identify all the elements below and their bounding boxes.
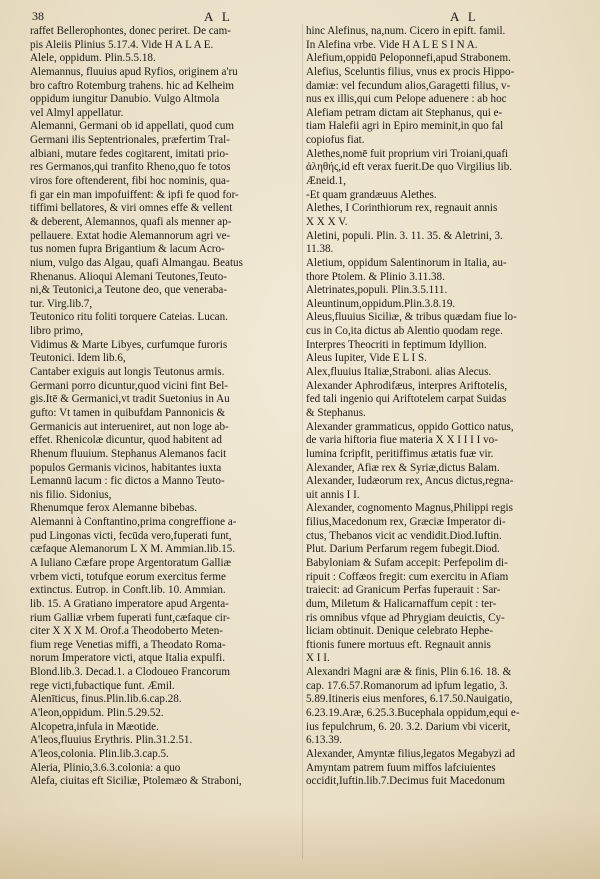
right-running-head: A L (450, 9, 479, 24)
text-line: 6.23.19.Aræ, 6.25.3.Bucephala oppidum,equi e- (306, 707, 520, 720)
text-line: Aleus Iupiter, Vide E L I S. (306, 352, 427, 365)
text-line: Vidimus & Marte Libyes, curfumque furoris (30, 338, 228, 351)
text-line: Blond.lib.3. Decad.1. a Clodoueo Francorum (30, 666, 230, 679)
text-line: A'leos,fluuius Erythris. Plin.31.2.51. (30, 734, 193, 747)
text-line: filius,Macedonum rex, Græciæ Imperator di- (306, 516, 506, 529)
text-line: Aletium, oppidum Salentinorum in Italia, au- (306, 256, 507, 269)
text-line: A'leon,oppidum. Plin.5.29.52. (30, 707, 164, 720)
left-running-head: A L (204, 9, 233, 24)
page-number: 38 (32, 9, 44, 23)
right-column (306, 25, 586, 789)
text-line: bro caftro Rotemburg trahens. hic ad Kelheim (30, 79, 235, 92)
text-line: uit annis I I. (306, 488, 360, 501)
text-line: Aleria, Plinio,3.6.3.colonia: a quo (30, 761, 181, 774)
text-line: gufto: Vt tamen in quibufdam Pannonicis & (30, 406, 226, 419)
text-line: oppidum iungitur Danubio. Vulgo Altmola (30, 93, 220, 106)
text-line: Aleuntinum,oppidum.Plin.3.8.19. (306, 297, 456, 310)
text-line: tur. Virg.lib.7, (30, 297, 93, 310)
text-line: Alefium,oppidū Peloponnefi,apud Strabonem. (306, 52, 511, 65)
text-line: libro primo, (30, 325, 83, 338)
text-line: Alenīticus, finus.Plin.lib.6.cap.28. (30, 693, 182, 706)
text-line: Alexander Aphrodifæus, interpres Ariftotelis, (306, 379, 508, 392)
text-line: Plut. Darium Perfarum regem fubegit.Diod. (306, 543, 500, 556)
text-line: occidit,Iuftin.lib.7.Decimus fuit Macedonum (306, 775, 506, 788)
text-line: rium Galliæ vrbem fuperati funt,cæfaque cir- (30, 611, 231, 624)
text-line: A'leos,colonia. Plin.lib.3.cap.5. (30, 747, 169, 760)
page-stain (0, 809, 600, 879)
text-line: copiofus fiat. (306, 134, 365, 147)
text-line: vrbem victi, totufque eorum exercitus ferme (30, 570, 226, 583)
text-line: vel Almyl appellatur. (30, 106, 124, 119)
text-line: Rhenum fluuium. Stephanus Alemanos facit (30, 447, 227, 460)
text-line: pis Aleiis Plinius 5.17.4. Vide H A L A E. (30, 38, 214, 51)
text-line: Lemannū lacum : fic dictos a Manno Teuto- (30, 475, 225, 488)
text-line: citer X X X M. Orof.a Theodoberto Meten- (30, 625, 223, 638)
text-line: In Alefina vrbe. Vide H A L E S I N A. (306, 38, 478, 51)
text-line: lib. 15. A Gratiano imperatore apud Argenta- (30, 597, 229, 610)
text-line: X X X V. (306, 215, 348, 228)
text-line: rege victi,fubactique funt. Æmil. (30, 679, 175, 692)
text-line: Rhenumque ferox Alemanne bibebas. (30, 502, 197, 515)
text-line: nus ex illis,qui cum Pelope aduenere : ab hoc (306, 93, 507, 106)
text-line: extinctus. Eutrop. in Conft.lib. 10. Ammian. (30, 584, 226, 597)
text-line: Alele, oppidum. Plin.5.5.18. (30, 52, 156, 65)
text-line: Alethes, I Corinthiorum rex, regnauit annis (306, 202, 498, 215)
text-line: cæfaque Alemanorum L X M. Ammian.lib.15. (30, 543, 236, 556)
text-line: tiffimi bellatores, & viri omnes effe & vellent (30, 202, 233, 215)
text-line: Alex,fluuius Italiæ,Straboni. alias Alecus. (306, 366, 492, 379)
text-line: cus in Co,ita dictus ab Alentio quodam rege. (306, 325, 503, 338)
text-line: nis filio. Sidonius, (30, 488, 112, 501)
text-line: 11.38. (306, 243, 334, 256)
text-line: Alexandri Magni aræ & finis, Plin 6.16. 18. & (306, 666, 512, 679)
text-line: 5.89.Itineris eius menfores, 6.17.50.Nauigatio, (306, 693, 513, 706)
text-line: res Germanos,qui tranfito Rheno,quo fe totos (30, 161, 231, 174)
text-line: X I I. (306, 652, 330, 665)
text-line: nium, vulgo das Algau, quafi Almangau. Beatus (30, 256, 243, 269)
text-line: de varia hiftoria fiue materia X X I I I I vo- (306, 434, 498, 447)
text-line: Alcopetra,infula in Mæotide. (30, 720, 159, 733)
text-line: tiam Halefii agri in Epiro meminit,in quo fal (306, 120, 504, 133)
text-line: Babyloniam & Sufam accepit: Perfepolim di- (306, 556, 508, 569)
text-line: lumina fcripfit, peritiffimus ætatis fuæ vir. (306, 447, 494, 460)
text-line: Cantaber exiguis aut longis Teutonus armis. (30, 366, 225, 379)
text-line: dum, Miletum & Halicarnaffum cepit : ter- (306, 597, 497, 610)
text-line: Alefius, Sceluntis filius, vnus ex procis Hippo- (306, 65, 515, 78)
left-column (30, 25, 300, 789)
text-line: fed tali ingenio qui Ariftotelem carpat Suidas (306, 393, 507, 406)
text-line: ἀληθής,id eft verax fuerit.De quo Virgilius lib. (306, 161, 513, 174)
text-line: pellauere. Extat hodie Alemannorum agri ve- (30, 229, 231, 242)
text-line: Alexander, cognomento Magnus,Philippi regis (306, 502, 513, 515)
text-line: Alexander grammaticus, oppido Gottico natus, (306, 420, 514, 433)
text-line: fium rege Venetias miffi, a Theodato Roma- (30, 638, 226, 651)
text-line: Teutonico ritu foliti torquere Cateias. Lucan. (30, 311, 228, 324)
text-line: albiani, mutare fedes cogitarent, imitati prio- (30, 147, 229, 160)
text-line: pud Lingonas victi, fecūda vero,fuperati funt, (30, 529, 232, 542)
text-line: thore Ptolem. & Plinio 3.11.38. (306, 270, 445, 283)
text-line: effet. Rhenicolæ dicuntur, quod habitent ad (30, 434, 222, 447)
text-line: Germanicis aut interueniret, aut non loge ab- (30, 420, 229, 433)
text-line: Alemanni à Conftantino,prima congreffione a- (30, 516, 237, 529)
text-line: Interpres Theocriti in feptimum Idyllion. (306, 338, 487, 351)
text-line: Alethes,nomē fuit proprium viri Troiani,quafi (306, 147, 509, 160)
text-line: Aleus,fluuius Siciliæ, & tribus quædam fiue lo- (306, 311, 517, 324)
text-line: traiecit: ad Granicum Perfas fuperauit : Sar- (306, 584, 501, 597)
text-line: Teutonici. Idem lib.6, (30, 352, 126, 365)
text-line: Alexander, Iudæorum rex, Ancus dictus,regna- (306, 475, 514, 488)
text-line: ftionis funere mortuus eft. Regnauit annis (306, 638, 491, 651)
text-line: ni,& Teutonici,a Teutone deo, que veneraba- (30, 284, 228, 297)
text-line: ctus, Thebanos vicit ac vendidit.Diod.Iuftin. (306, 529, 502, 542)
text-line: Germani porro dicuntur,quod vicini fint Bel- (30, 379, 228, 392)
text-line: ripuit : Coffæos fregit: cum exercitu in Afiam (306, 570, 509, 583)
text-line: -Et quam grandæuus Alethes. (306, 188, 437, 201)
text-line: & Stephanus. (306, 406, 366, 419)
text-line: tus nomen fupra Brigantium & lacum Acro- (30, 243, 225, 256)
text-line: Alemanni, Germani ob id appellati, quod cum (30, 120, 234, 133)
text-line: Æneid.1, (306, 175, 347, 188)
text-line: & deberent, Alemannos, quafi als menner ap- (30, 215, 232, 228)
text-line: A Iuliano Cæfare prope Argentoratum Galliæ (30, 556, 231, 569)
text-line: gis.Itē & Germanici,vt tradit Suetonius in Au (30, 393, 230, 406)
text-line: Aletini, populi. Plin. 3. 11. 35. & Aletrini, 3. (306, 229, 503, 242)
text-line: ius fepulchrum, 6. 20. 3.2. Darium vbi vicerit, (306, 720, 511, 733)
text-line: Alexander, Amyntæ filius,legatos Megabyzi ad (306, 747, 516, 760)
text-line: fi gar ein man impofuiffent: & ipfi fe quod for- (30, 188, 239, 201)
running-header (32, 9, 578, 25)
text-line: Rhenanus. Alioqui Alemani Teutones,Teuto- (30, 270, 227, 283)
text-line: Alexander, Afiæ rex & Syriæ,dictus Balam. (306, 461, 500, 474)
text-line: Germani ilis Septentrionales, præfertim Tral- (30, 134, 230, 147)
text-line: Alefa, ciuitas eft Siciliæ, Ptolemæo & Straboni, (30, 775, 242, 788)
text-line: Aletrinates,populi. Plin.3.5.111. (306, 284, 448, 297)
text-line: liciam obtinuit. Denique celebrato Hephe- (306, 625, 493, 638)
text-line: Alefiam petram dictam ait Stephanus, qui e- (306, 106, 503, 119)
text-line: viros fore oftenderent, fibi hoc nominis, qua- (30, 175, 230, 188)
column-divider (302, 24, 303, 859)
text-line: Alemannus, fluuius apud Ryfios, originem a'ru (30, 65, 238, 78)
text-line: hinc Alefinus, na,num. Cicero in epift. famil. (306, 25, 506, 37)
text-line: raffet Bellerophontes, donec periret. De cam- (30, 25, 231, 37)
text-line: norum Imperatore victi, atque Italia expulfi. (30, 652, 225, 665)
text-line: 6.13.39. (306, 734, 343, 747)
text-line: populos Germanis vicinos, habitantes iuxta (30, 461, 222, 474)
text-line: cap. 17.6.57.Romanorum ad ipfum legatio, 3. (306, 679, 508, 692)
text-line: ris omnibus vfque ad Phrygiam deuictis, Cy- (306, 611, 505, 624)
text-line: damiæ: vel fecundum alios,Garagetti filius, v- (306, 79, 511, 92)
text-line: Amyntam patrem fuum miffos lafciuientes (306, 761, 496, 774)
